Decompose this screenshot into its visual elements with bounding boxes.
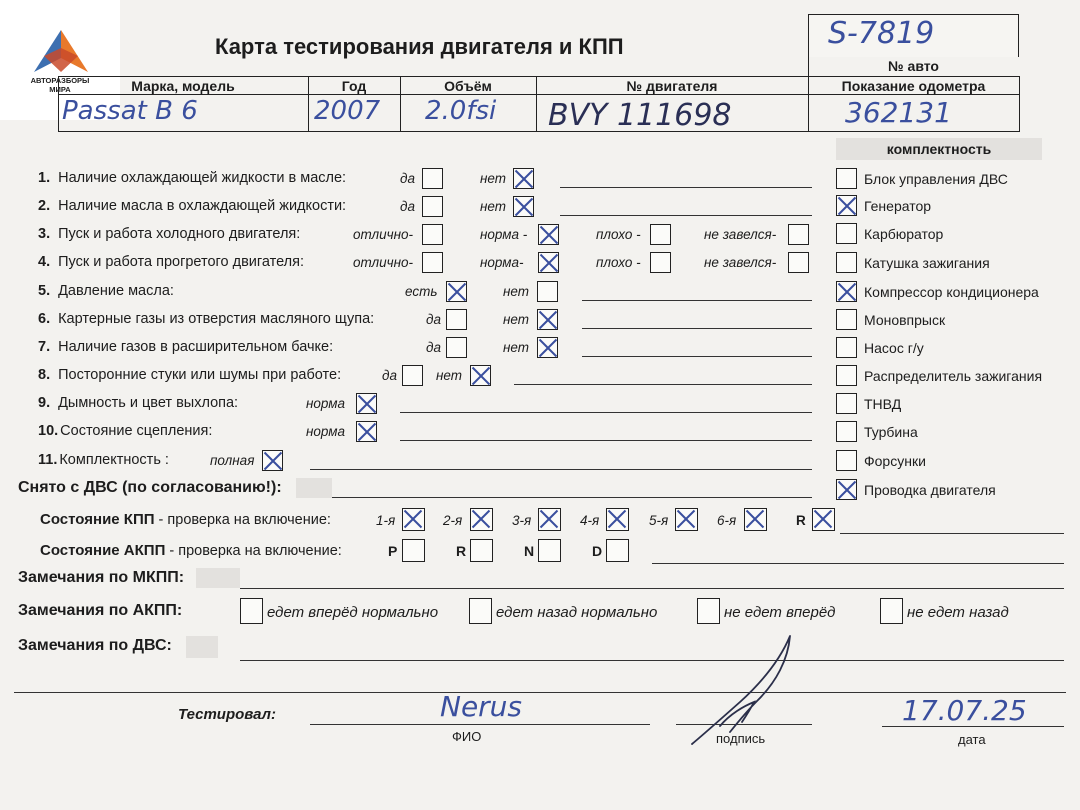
logo-text-2: МИРА (49, 85, 71, 94)
remark-option-label: не едет назад (907, 604, 1009, 621)
kit-item-label: Карбюратор (864, 226, 944, 242)
remark-checkbox[interactable] (240, 598, 263, 624)
gear-label: R (796, 513, 806, 528)
checkbox[interactable] (650, 252, 671, 273)
check-text: Комплектность : (59, 452, 169, 468)
gear-checkbox[interactable] (402, 508, 425, 531)
remark-checkbox[interactable] (880, 598, 903, 624)
remark-checkbox[interactable] (469, 598, 492, 624)
check-text: Картерные газы из отверстия масляного щупа: (58, 311, 375, 327)
option-label: да (426, 340, 441, 355)
check-number: 3. (38, 226, 51, 242)
checkbox[interactable] (446, 281, 467, 302)
check-row-9 (38, 395, 238, 411)
check-text: Пуск и работа прогретого двигателя: (58, 254, 305, 270)
check-text: Наличие масла в охлаждающей жидкости: (58, 198, 347, 214)
date-value: 17.07.25 (902, 694, 1027, 727)
kit-checkbox[interactable] (836, 195, 857, 216)
gear-checkbox[interactable] (470, 508, 493, 531)
mode-checkbox[interactable] (470, 539, 493, 562)
option-label: норма (306, 396, 346, 411)
checkbox[interactable] (356, 421, 377, 442)
option-label: да (400, 199, 415, 214)
kit-item-label: Генератор (864, 198, 932, 214)
checkbox[interactable] (356, 393, 377, 414)
col-engine-no: № двигателя (626, 78, 718, 94)
mode-label: P (388, 543, 398, 559)
remark-checkbox[interactable] (697, 598, 720, 624)
akpp-title: Состояние АКПП (40, 542, 166, 559)
check-number: 9. (38, 395, 51, 411)
kit-item-label: Форсунки (864, 453, 926, 469)
option-label: да (400, 171, 415, 186)
checkbox[interactable] (422, 224, 443, 245)
mode-label: R (456, 543, 467, 559)
akpp-rest: - проверка на включение: (165, 543, 342, 559)
check-number: 2. (38, 198, 51, 214)
checkbox[interactable] (537, 281, 558, 302)
remarks-dvs-label: Замечания по ДВС: (18, 637, 172, 654)
kit-checkbox[interactable] (836, 450, 857, 471)
remark-option-label: не едет вперёд (724, 604, 836, 621)
answer-line (310, 469, 812, 470)
signature-caption: подпись (716, 731, 766, 746)
checkbox[interactable] (470, 365, 491, 386)
answer-line (400, 412, 812, 413)
mode-checkbox[interactable] (402, 539, 425, 562)
check-text: Наличие газов в расширительном бачке: (58, 339, 334, 355)
answer-line (514, 384, 812, 385)
kit-checkbox[interactable] (836, 393, 857, 414)
kit-checkbox[interactable] (836, 281, 857, 302)
check-row-8 (38, 367, 341, 383)
col-year: Год (341, 78, 367, 94)
check-row-4 (38, 254, 304, 270)
checkbox[interactable] (788, 252, 809, 273)
option-label: нет (480, 171, 507, 186)
checkbox[interactable] (537, 337, 558, 358)
odometer-value: 362131 (845, 96, 952, 129)
checkbox[interactable] (422, 252, 443, 273)
check-text: Состояние сцепления: (60, 423, 213, 439)
kit-checkbox[interactable] (836, 223, 857, 244)
check-text: Посторонние стуки или шумы при работе: (58, 367, 342, 383)
option-label: норма - (480, 227, 528, 242)
option-label: есть (405, 284, 438, 299)
col-model: Марка, модель (131, 78, 235, 94)
kit-item-label: Распределитель зажигания (864, 368, 1043, 384)
mode-checkbox[interactable] (606, 539, 629, 562)
remarks-mkpp-label: Замечания по МКПП: (18, 569, 185, 586)
check-number: 10. (38, 423, 59, 439)
answer-line (582, 300, 812, 301)
check-row-5 (38, 283, 174, 299)
mode-checkbox[interactable] (538, 539, 561, 562)
remarks-akpp-label: Замечания по АКПП: (18, 602, 183, 619)
checkbox[interactable] (513, 168, 534, 189)
option-label: нет (503, 312, 530, 327)
kpp-rest: - проверка на включение: (154, 512, 331, 528)
checkbox[interactable] (650, 224, 671, 245)
checkbox[interactable] (402, 365, 423, 386)
checkbox[interactable] (422, 168, 443, 189)
option-label: нет (503, 284, 530, 299)
kit-checkbox[interactable] (836, 252, 857, 273)
volume-value: 2.0fsi (425, 96, 497, 126)
kit-title: комплектность (886, 141, 992, 157)
answer-line (400, 440, 812, 441)
check-text: Давление масла: (58, 283, 174, 299)
check-row-7 (38, 339, 333, 355)
option-label: не завелся- (704, 255, 777, 270)
check-text: Пуск и работа холодного двигателя: (58, 226, 301, 242)
kit-checkbox[interactable] (836, 168, 857, 189)
checkbox[interactable] (537, 309, 558, 330)
kit-item-label: Катушка зажигания (864, 255, 990, 271)
checkbox[interactable] (538, 224, 559, 245)
checkbox[interactable] (262, 450, 283, 471)
kpp-title: Состояние КПП (40, 511, 155, 528)
check-number: 11. (38, 452, 58, 468)
option-label: полная (210, 453, 255, 468)
gear-label: 3-я (512, 513, 532, 528)
kit-item-label: Насос г/у (864, 340, 924, 356)
kit-checkbox[interactable] (836, 421, 857, 442)
option-label: нет (436, 368, 463, 383)
option-label: плохо - (596, 227, 641, 242)
logo-mark (30, 28, 92, 74)
option-label: плохо - (596, 255, 641, 270)
check-number: 4. (38, 254, 51, 270)
gear-label: 6-я (717, 513, 737, 528)
gear-checkbox[interactable] (675, 508, 698, 531)
model-value: Passat B 6 (62, 96, 198, 126)
col-odometer: Показание одометра (841, 78, 986, 94)
akpp-row (40, 542, 342, 560)
option-label: нет (503, 340, 530, 355)
kpp-row (40, 511, 331, 529)
kit-checkbox[interactable] (836, 479, 857, 500)
remark-option-label: едет назад нормально (496, 604, 658, 621)
option-label: отлично- (353, 227, 413, 242)
check-row-10 (38, 423, 212, 439)
gear-checkbox[interactable] (744, 508, 767, 531)
car-no-label: № авто (888, 58, 939, 74)
option-label: норма- (480, 255, 524, 270)
option-label: да (382, 368, 397, 383)
name-caption: ФИО (452, 729, 482, 744)
engine-no-value: BVY 111698 (548, 98, 732, 133)
option-label: нет (480, 199, 507, 214)
check-number: 7. (38, 339, 51, 355)
date-caption: дата (958, 732, 986, 747)
answer-line (582, 356, 812, 357)
kit-item-label: Блок управления ДВС (864, 171, 1008, 187)
kit-item-label: Моновпрыск (864, 312, 946, 328)
gear-checkbox[interactable] (812, 508, 835, 531)
answer-line (560, 215, 812, 216)
check-text: Дымность и цвет выхлопа: (58, 395, 239, 411)
removed-label: Снято с ДВС (по согласованию!): (18, 479, 282, 496)
answer-line (560, 187, 812, 188)
kit-checkbox[interactable] (836, 365, 857, 386)
mode-label: N (524, 543, 535, 559)
kit-item-label: ТНВД (864, 396, 902, 412)
check-row-1 (38, 170, 346, 186)
gear-label: 5-я (649, 513, 669, 528)
mode-label: D (592, 543, 603, 559)
logo-text-1: АВТОРАЗБОРЫ (30, 76, 90, 85)
option-label: не завелся- (704, 227, 777, 242)
gear-label: 4-я (580, 513, 600, 528)
kit-item-label: Компрессор кондиционера (864, 284, 1039, 300)
check-number: 1. (38, 170, 51, 186)
kit-item-label: Турбина (864, 424, 918, 440)
checkbox[interactable] (446, 337, 467, 358)
year-value: 2007 (314, 96, 381, 126)
checkbox[interactable] (538, 252, 559, 273)
checkbox[interactable] (422, 196, 443, 217)
gear-label: 1-я (376, 513, 396, 528)
option-label: да (426, 312, 441, 327)
check-number: 8. (38, 367, 51, 383)
check-row-6 (38, 311, 374, 327)
answer-line (582, 328, 812, 329)
tested-by-label: Тестировал: (178, 706, 276, 723)
check-row-11 (38, 452, 169, 468)
remark-option-label: едет вперёд нормально (267, 604, 439, 621)
kit-item-label: Проводка двигателя (864, 482, 996, 498)
option-label: норма (306, 424, 346, 439)
check-number: 5. (38, 283, 51, 299)
check-row-3 (38, 226, 300, 242)
kit-checkbox[interactable] (836, 309, 857, 330)
checkbox[interactable] (446, 309, 467, 330)
check-number: 6. (38, 311, 51, 327)
card-number: S-7819 (828, 16, 935, 51)
gear-checkbox[interactable] (538, 508, 561, 531)
check-text: Наличие охлаждающей жидкости в масле: (58, 170, 347, 186)
option-label: отлично- (353, 255, 413, 270)
checkbox[interactable] (513, 196, 534, 217)
check-row-2 (38, 198, 346, 214)
tester-name: Nerus (440, 690, 523, 723)
gear-checkbox[interactable] (606, 508, 629, 531)
page-title: Карта тестирования двигателя и КПП (215, 34, 624, 59)
col-volume: Объём (444, 78, 492, 94)
gear-label: 2-я (443, 513, 463, 528)
kit-checkbox[interactable] (836, 337, 857, 358)
checkbox[interactable] (788, 224, 809, 245)
